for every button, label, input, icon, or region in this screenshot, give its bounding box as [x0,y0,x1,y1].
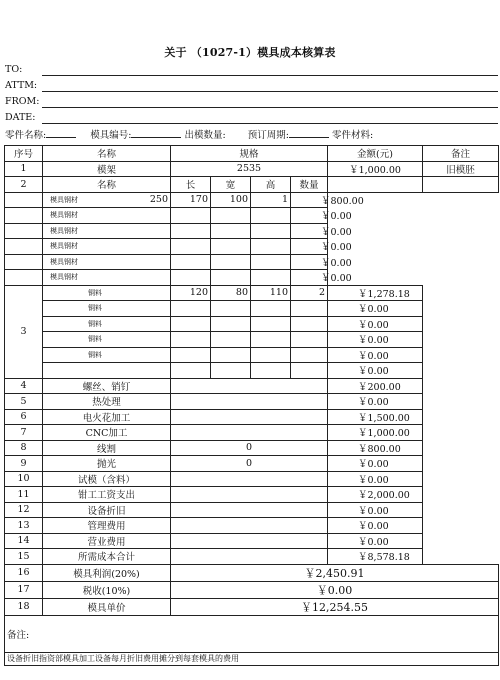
row-name: 所需成本合计 [43,549,171,565]
date-label: DATE: [5,112,36,123]
qty-cell: 2 [291,285,328,301]
sub-header-amount [328,177,423,193]
length-cell [171,332,211,348]
cost-items [5,378,499,564]
row-name: CNC加工 [43,425,171,441]
remark-blank [423,177,499,193]
row-index: 4 [5,378,43,394]
table-row [5,285,499,301]
sub-header-row [5,177,499,193]
material-name: 铜料 [43,332,171,348]
material-name: 铜料 [43,285,171,301]
length-cell [171,363,211,379]
qty-cell [251,270,291,286]
table-row [5,332,499,348]
table-row [5,394,499,410]
attm-label: ATTM: [5,80,38,91]
table-row [5,208,499,224]
table-row [5,518,499,534]
row-amount: ￥0.00 [328,471,423,487]
material-name: 铜料 [43,316,171,332]
row-name: 试模（含料） [43,471,171,487]
table-row [5,363,499,379]
total-row [5,581,499,598]
total-amount: ￥12,254.55 [171,598,499,615]
amount-cell: ￥0.00 [328,363,423,379]
row-spec [171,409,328,425]
sub-header-length: 长 [171,177,211,193]
length-cell [171,301,211,317]
row-spec [171,394,328,410]
mold-qty-label: 出模数量: [184,130,226,141]
row-name: 税收(10%) [43,581,171,598]
height-cell: 110 [251,285,291,301]
length-cell: 250 [43,192,171,208]
from-line [42,107,498,108]
copper-group [5,285,499,378]
table-row [5,409,499,425]
footer-row [5,652,499,665]
sub-header-name: 名称 [43,177,171,193]
material-name: 模具钢材 [5,254,43,270]
height-cell [211,270,251,286]
width-cell [171,223,211,239]
row-index: 10 [5,471,43,487]
group-index: 2 [5,177,43,193]
table-row [5,549,499,565]
width-cell [211,332,251,348]
height-cell [251,363,291,379]
width-cell [211,363,251,379]
row-index: 12 [5,502,43,518]
row-spec [171,471,328,487]
qty-cell [251,254,291,270]
amount-cell: ￥0.00 [328,332,423,348]
table-row [5,347,499,363]
footer-note: 设备折旧指资部模具加工设备每月折旧费用摊分到每套模具的费用 [5,652,499,665]
table-row [5,471,499,487]
row-name: 钳工工资支出 [43,487,171,503]
row-spec: 2535 [171,161,328,177]
height-cell [251,347,291,363]
row-index: 14 [5,533,43,549]
material-name: 铜料 [43,301,171,317]
row-name: 热处理 [43,394,171,410]
total-row [5,598,499,615]
col-amount-header: 金额(元) [328,146,423,162]
row-index: 6 [5,409,43,425]
sub-header-width: 宽 [211,177,251,193]
amount-cell: ￥1,278.18 [328,285,423,301]
height-cell [251,316,291,332]
row-name: 抛光 [43,456,171,472]
row-spec [171,502,328,518]
qty-cell [291,316,328,332]
amount-cell: ￥0.00 [291,254,328,270]
row-name: 电火花加工 [43,409,171,425]
material-name: 模具钢材 [5,192,43,208]
height-cell [211,223,251,239]
table-header-row [5,146,499,162]
row-amount: ￥0.00 [328,533,423,549]
row-name: 模架 [43,161,171,177]
row-spec [171,378,328,394]
table-row [5,270,499,286]
attm-line [42,91,498,92]
row-spec: 0 [171,440,328,456]
page-title: 关于 （1027-1）模具成本核算表 [164,46,336,59]
amount-cell: ￥800.00 [291,192,328,208]
material-name [43,363,171,379]
width-cell [171,270,211,286]
amount-cell: ￥0.00 [328,301,423,317]
length-cell [171,316,211,332]
width-cell [211,316,251,332]
width-cell [211,301,251,317]
row-spec [171,533,328,549]
notes-label: 备注: [5,615,499,652]
total-row [5,564,499,581]
height-cell: 100 [211,192,251,208]
row-name: 管理费用 [43,518,171,534]
from-field [0,95,500,110]
totals-rows [5,564,499,615]
steel-group [5,192,499,285]
material-name: 模具钢材 [5,208,43,224]
part-name-blank [46,128,76,138]
table-row [5,301,499,317]
group-index: 3 [5,285,43,378]
height-cell [211,208,251,224]
to-line [42,75,498,76]
table-row [5,502,499,518]
to-label: TO: [5,64,23,75]
row-index: 7 [5,425,43,441]
notes-row [5,615,499,652]
table-row [5,440,499,456]
material-name: 模具钢材 [5,239,43,255]
row-name: 模具利润(20%) [43,564,171,581]
date-line [42,123,498,124]
row-index: 18 [5,598,43,615]
material-label: 零件材料: [332,130,374,141]
total-amount: ￥0.00 [171,581,499,598]
qty-cell [251,239,291,255]
row-spec [171,425,328,441]
height-cell [251,332,291,348]
date-field [0,111,500,126]
schedule-blank [289,128,329,138]
material-name: 铜料 [43,347,171,363]
row-amount: ￥200.00 [328,378,423,394]
row-amount: ￥1,000.00 [328,425,423,441]
row-name: 设备折旧 [43,502,171,518]
row-index: 9 [5,456,43,472]
qty-cell [251,208,291,224]
table-row [5,161,499,177]
qty-cell [291,332,328,348]
width-cell: 80 [211,285,251,301]
total-amount: ￥2,450.91 [171,564,499,581]
row-name: 模具单价 [43,598,171,615]
row-spec [171,487,328,503]
row-remark: 旧模胚 [423,161,499,177]
row-amount: ￥0.00 [328,518,423,534]
row-index: 16 [5,564,43,581]
row-amount: ￥0.00 [328,456,423,472]
row-spec [171,549,328,565]
table-row [5,223,499,239]
row-index: 11 [5,487,43,503]
height-cell [251,301,291,317]
table-row [5,378,499,394]
row-amount: ￥2,000.00 [328,487,423,503]
row-amount: ￥8,578.18 [328,549,423,565]
qty-cell [251,223,291,239]
row-amount: ￥800.00 [328,440,423,456]
width-cell: 170 [171,192,211,208]
width-cell [171,254,211,270]
amount-cell: ￥0.00 [328,347,423,363]
row-index: 15 [5,549,43,565]
sub-header-qty: 数量 [291,177,328,193]
mold-no-blank [131,128,181,138]
table-row [5,192,499,208]
row-name: 营业费用 [43,533,171,549]
amount-cell: ￥0.00 [291,208,328,224]
col-index-header: 序号 [5,146,43,162]
schedule-label: 预订周期: [247,130,289,141]
meta-row [5,127,500,141]
amount-cell: ￥0.00 [291,270,328,286]
row-amount: ￥0.00 [328,502,423,518]
row-index: 17 [5,581,43,598]
to-field [0,63,500,78]
sub-header-height: 高 [251,177,291,193]
row-index: 13 [5,518,43,534]
amount-cell: ￥0.00 [328,316,423,332]
table-row [5,487,499,503]
table-row [5,316,499,332]
row-index: 8 [5,440,43,456]
from-label: FROM: [5,96,40,107]
part-name-label: 零件名称: [5,130,47,141]
row-amount: ￥0.00 [328,394,423,410]
table-row [5,456,499,472]
amount-cell: ￥0.00 [291,223,328,239]
table-row [5,425,499,441]
attm-field [0,79,500,94]
col-spec-header: 规格 [171,146,328,162]
width-cell [211,347,251,363]
table-row [5,254,499,270]
height-cell [211,239,251,255]
length-cell: 120 [171,285,211,301]
qty-cell [291,301,328,317]
qty-cell [291,363,328,379]
col-remark-header: 备注 [423,146,499,162]
cost-table [4,145,499,666]
width-cell [171,239,211,255]
table-row [5,239,499,255]
mold-no-label: 模具编号: [90,130,132,141]
amount-cell: ￥0.00 [291,239,328,255]
row-index: 5 [5,394,43,410]
row-index: 1 [5,161,43,177]
qty-cell: 1 [251,192,291,208]
row-name: 螺丝、销钉 [43,378,171,394]
height-cell [211,254,251,270]
material-name: 模具钢材 [5,270,43,286]
row-name: 线割 [43,440,171,456]
row-spec: 0 [171,456,328,472]
row-amount: ￥1,500.00 [328,409,423,425]
length-cell [171,347,211,363]
width-cell [171,208,211,224]
qty-cell [291,347,328,363]
row-amount: ￥1,000.00 [328,161,423,177]
material-name: 模具钢材 [5,223,43,239]
row-spec [171,518,328,534]
table-row [5,533,499,549]
col-name-header: 名称 [43,146,171,162]
